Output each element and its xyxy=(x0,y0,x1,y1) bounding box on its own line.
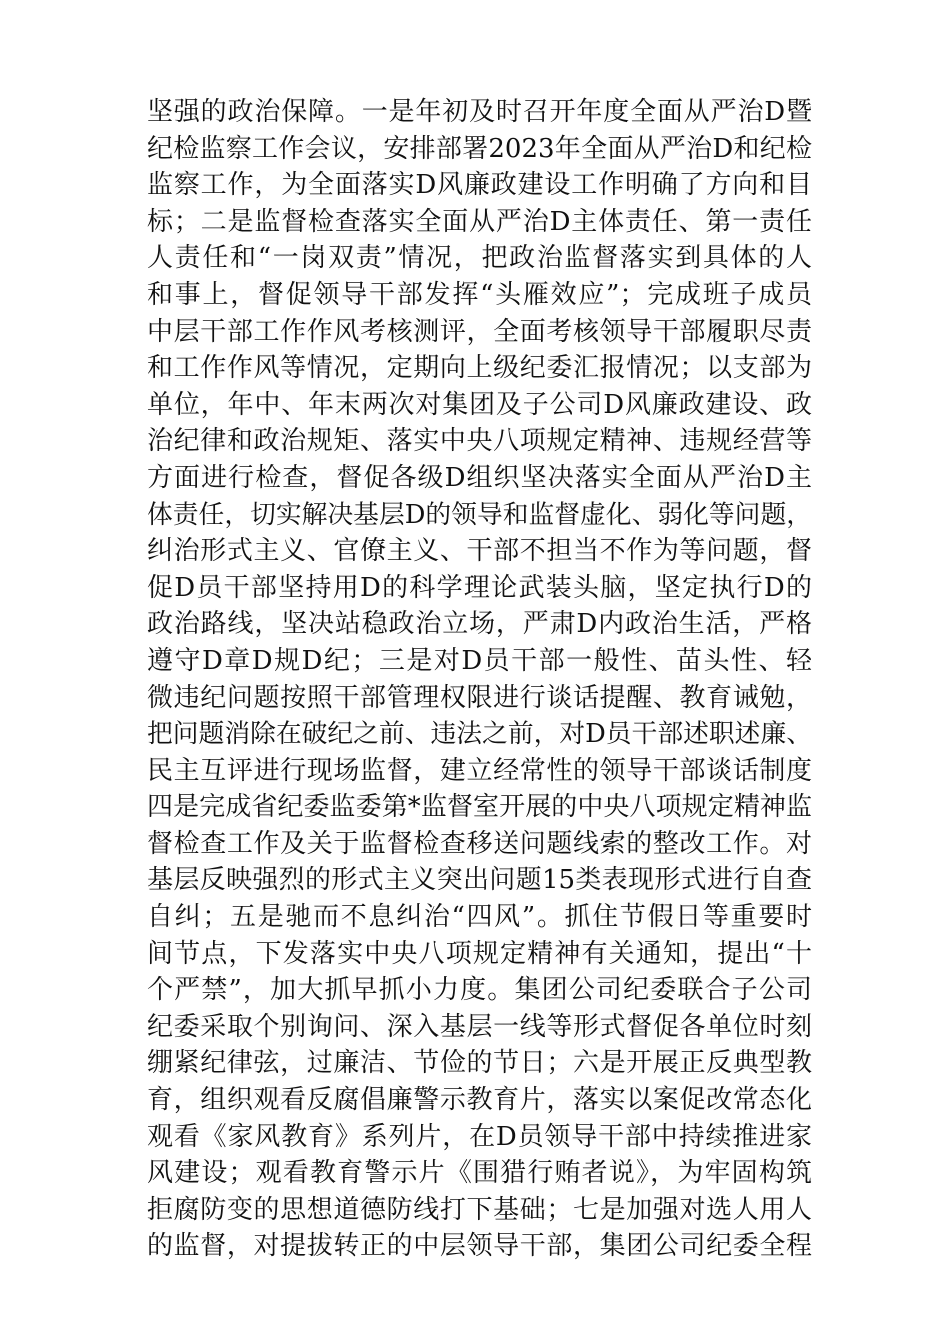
text-line-11: 方面进行检查，督促各级D组织坚决落实全面从严治D主 xyxy=(147,462,812,493)
body-paragraph xyxy=(147,94,812,1265)
text-line-10: 治纪律和政治规矩、落实中央八项规定精神、违规经营等 xyxy=(147,426,812,457)
text-line-30: 风建设；观看教育警示片《围猎行贿者说》，为牢固构筑 xyxy=(147,1158,812,1189)
text-line-23: 自纠；五是驰而不息纠治“四风”。抓住节假日等重要时 xyxy=(147,902,812,933)
text-line-9: 单位，年中、年末两次对集团及子公司D风廉政建设、政 xyxy=(147,389,812,420)
text-line-5: 人责任和“一岗双责”情况，把政治监督落实到具体的人 xyxy=(147,243,812,274)
text-line-14: 促D员干部坚持用D的科学理论武装头脑，坚定执行D的 xyxy=(147,572,812,603)
text-line-18: 把问题消除在破纪之前、违法之前，对D员干部述职述廉、 xyxy=(147,719,812,750)
text-line-22: 基层反映强烈的形式主义突出问题15类表现形式进行自查 xyxy=(147,865,812,896)
text-line-26: 纪委采取个别询问、深入基层一线等形式督促各单位时刻 xyxy=(147,1011,812,1042)
text-line-29: 观看《家风教育》系列片，在D员领导干部中持续推进家 xyxy=(147,1121,812,1152)
text-line-7: 中层干部工作作风考核测评，全面考核领导干部履职尽责 xyxy=(147,316,812,347)
text-line-25: 个严禁”，加大抓早抓小力度。集团公司纪委联合子公司 xyxy=(147,975,812,1006)
text-line-8: 和工作作风等情况，定期向上级纪委汇报情况；以支部为 xyxy=(147,353,812,384)
text-line-6: 和事上，督促领导干部发挥“头雁效应”；完成班子成员 xyxy=(147,279,812,310)
text-line-17: 微违纪问题按照干部管理权限进行谈话提醒、教育诫勉， xyxy=(147,682,812,713)
text-line-21: 督检查工作及关于监督检查移送问题线索的整改工作。对 xyxy=(147,828,812,859)
text-line-32: 的监督，对提拔转正的中层领导干部，集团公司纪委全程 xyxy=(147,1231,812,1262)
text-line-1: 坚强的政治保障。一是年初及时召开年度全面从严治D暨 xyxy=(147,97,812,127)
text-line-3: 监察工作，为全面落实D风廉政建设工作明确了方向和目 xyxy=(147,170,812,201)
text-line-16: 遵守D章D规D纪；三是对D员干部一般性、苗头性、轻 xyxy=(147,645,812,676)
text-line-12: 体责任，切实解决基层D的领导和监督虚化、弱化等问题， xyxy=(147,499,812,530)
text-line-20: 四是完成省纪委监委第*监督室开展的中央八项规定精神监 xyxy=(147,792,812,823)
text-line-2: 纪检监察工作会议，安排部署2023年全面从严治D和纪检 xyxy=(147,133,812,164)
text-line-15: 政治路线，坚决站稳政治立场，严肃D内政治生活，严格 xyxy=(147,609,812,640)
text-line-28: 育，组织观看反腐倡廉警示教育片，落实以案促改常态化 xyxy=(147,1085,812,1116)
text-line-24: 间节点，下发落实中央八项规定精神有关通知，提出“十 xyxy=(147,938,812,969)
text-line-13: 纠治形式主义、官僚主义、干部不担当不作为等问题，督 xyxy=(147,536,812,567)
text-line-4: 标；二是监督检查落实全面从严治D主体责任、第一责任 xyxy=(147,206,812,237)
text-line-27: 绷紧纪律弦，过廉洁、节俭的节日；六是开展正反典型教 xyxy=(147,1048,812,1079)
text-line-31: 拒腐防变的思想道德防线打下基础；七是加强对选人用人 xyxy=(147,1194,812,1225)
text-line-19: 民主互评进行现场监督，建立经常性的领导干部谈话制度 xyxy=(147,755,812,786)
